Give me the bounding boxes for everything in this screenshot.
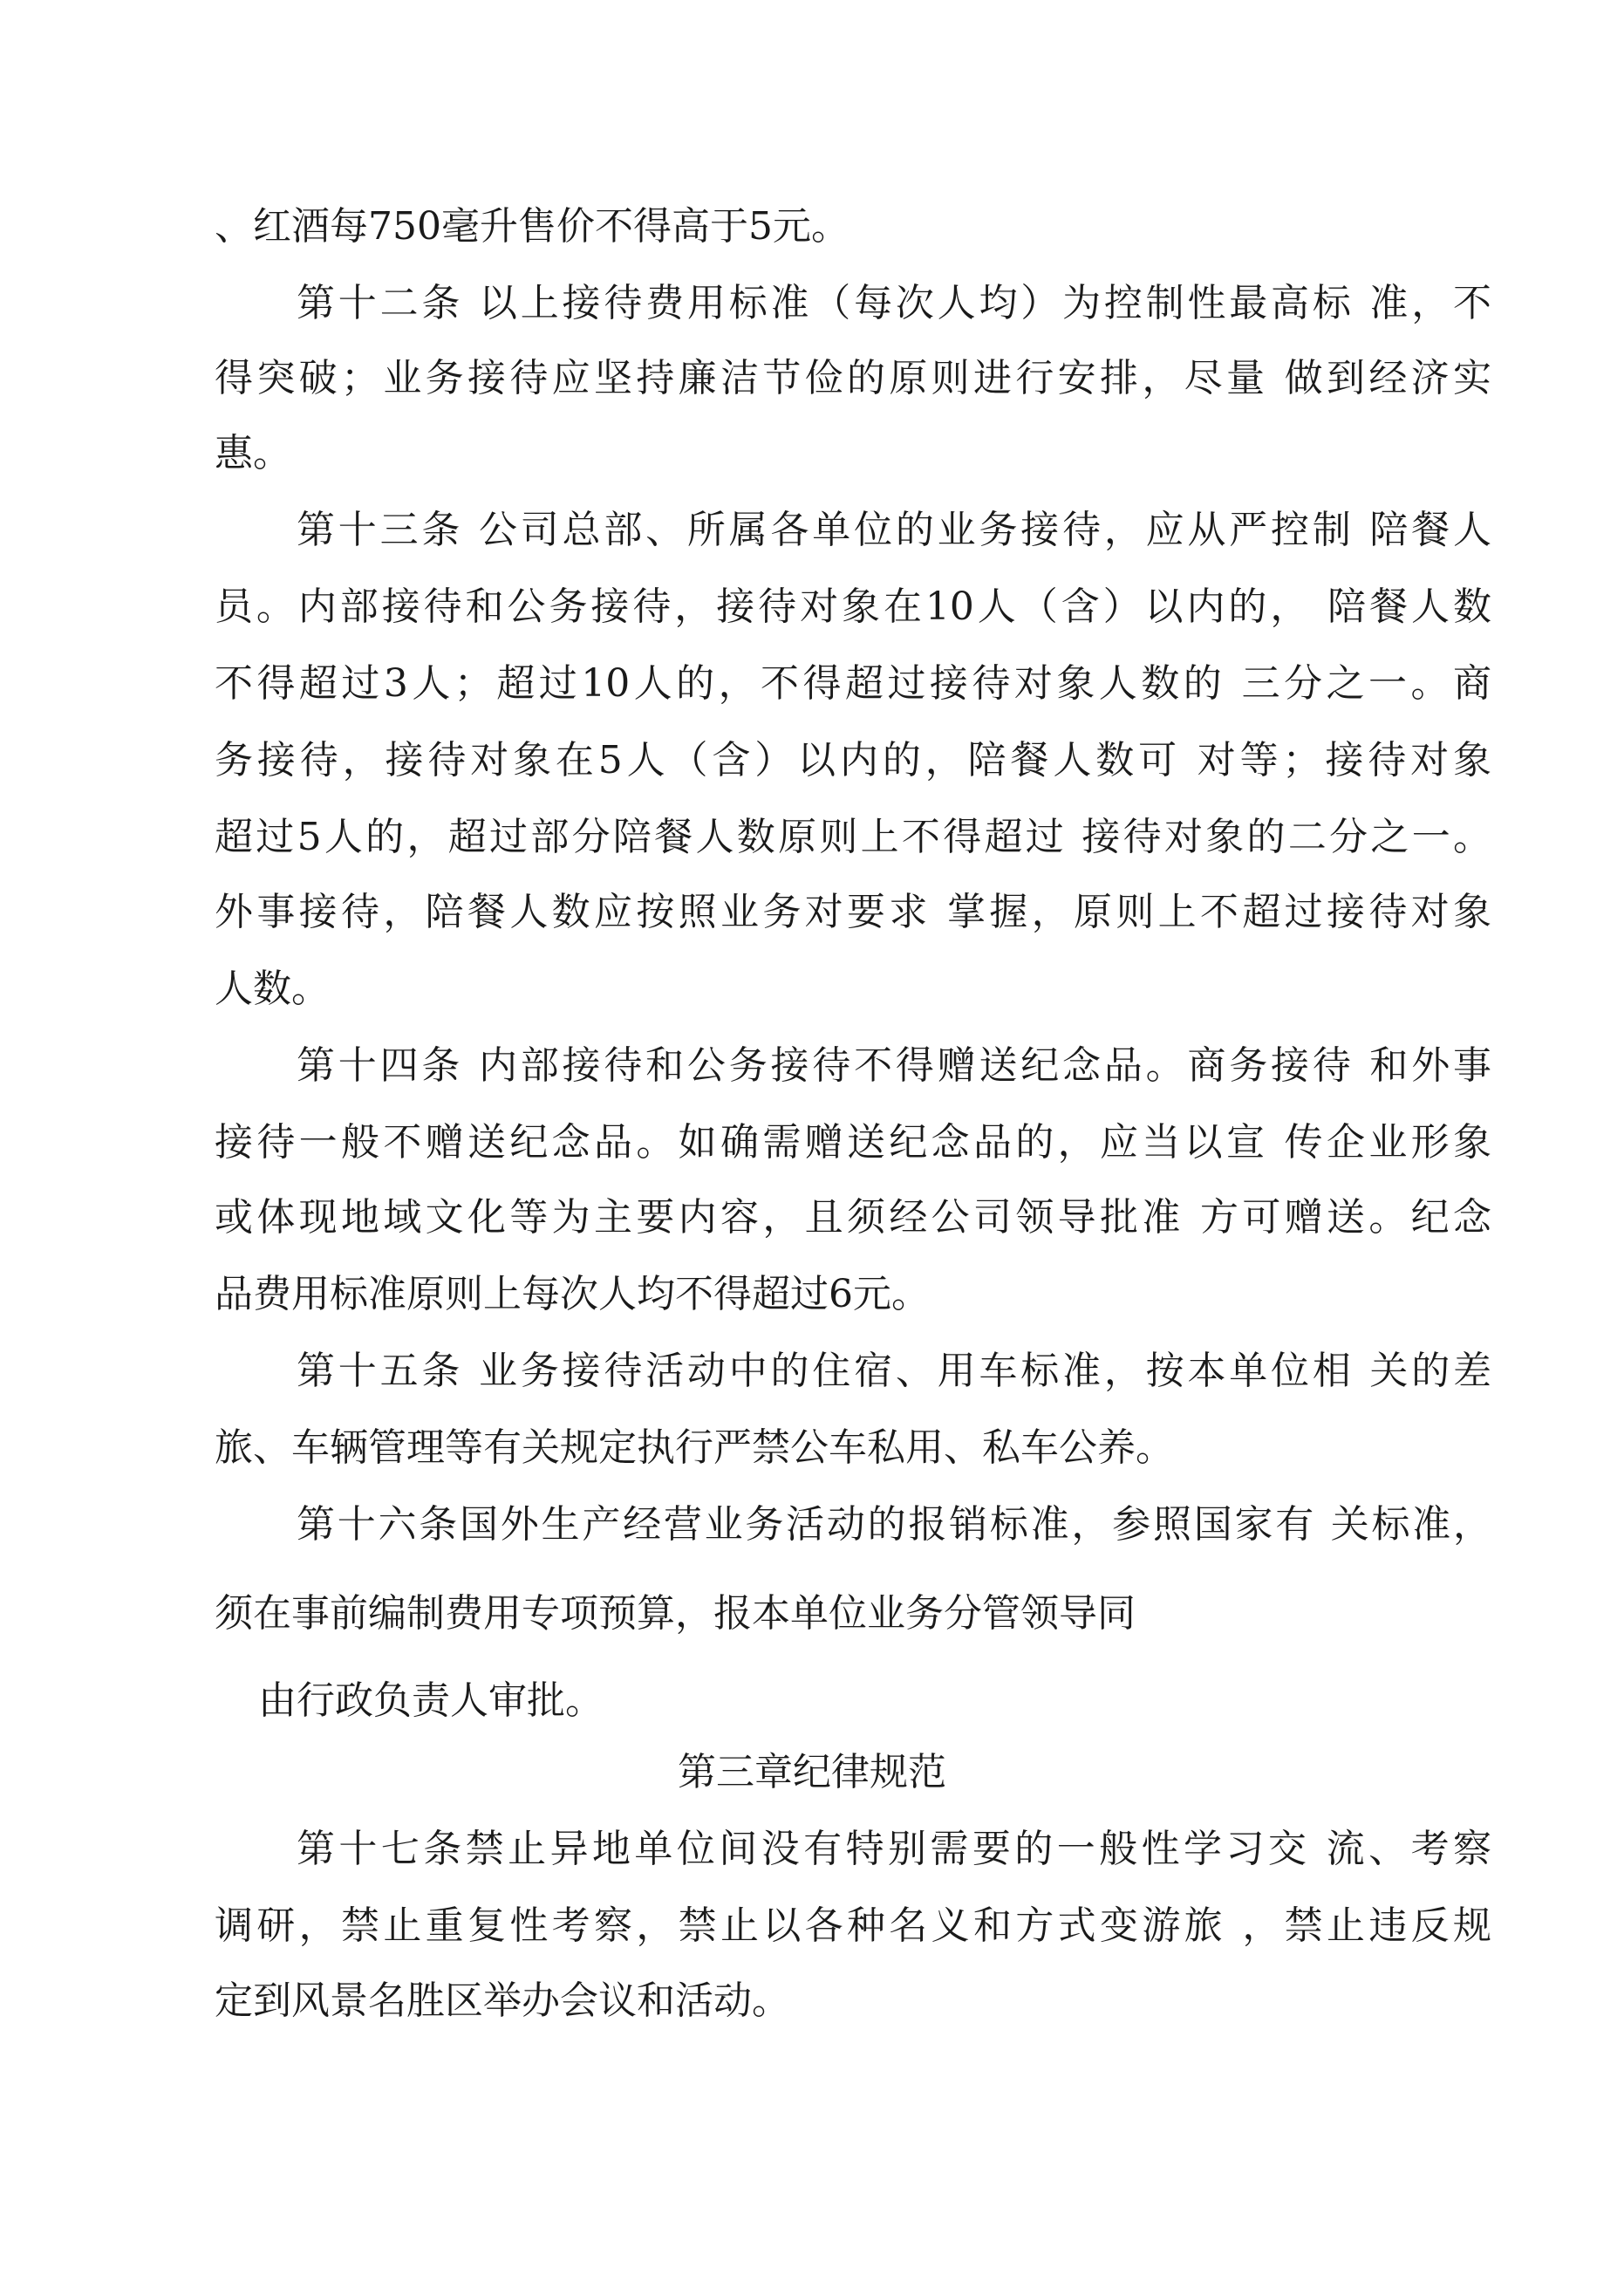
text-line: 品费用标准原则上每次人均不得超过6元。 — [215, 1272, 930, 1316]
text-line: 、红酒每750毫升售价不得高于5元。 — [215, 204, 850, 249]
text-line: 得突破；业务接待应坚持廉洁节俭的原则进行安排，尽量 做到经济实 — [215, 356, 1491, 400]
chapter-heading: 第三章纪律规范 — [678, 1750, 946, 1794]
text-line: 员。内部接待和公务接待，接待对象在10人（含）以内的， 陪餐人数 — [215, 584, 1491, 629]
text-line: 不得超过3人；超过10人的，不得超过接待对象人数的 三分之一。商 — [215, 661, 1491, 706]
article-17-line: 第十七条禁止异地单位间没有特别需要的一般性学习交 流、考察 — [297, 1827, 1491, 1871]
text-line: 或体现地域文化等为主要内容，且须经公司领导批准 方可赠送。纪念 — [215, 1195, 1491, 1240]
text-line: 人数。 — [215, 967, 330, 1011]
article-15-line: 第十五条 业务接待活动中的住宿、用车标准，按本单位相 关的差 — [297, 1349, 1491, 1393]
article-16-line: 第十六条国外生产经营业务活动的报销标准，参照国家有 关标准， — [297, 1502, 1491, 1547]
text-line: 旅、车辆管理等有关规定执行严禁公车私用、私车公养。 — [215, 1425, 1174, 1470]
article-14-line: 第十四条 内部接待和公务接待不得赠送纪念品。商务接待 和外事 — [297, 1043, 1491, 1088]
text-line: 惠。 — [215, 431, 291, 475]
text-line: 务接待，接待对象在5人（含）以内的，陪餐人数可 对等；接待对象 — [215, 738, 1491, 782]
article-12-line: 第十二条 以上接待费用标准（每次人均）为控制性最高标 准，不 — [297, 281, 1491, 325]
text-line: 须在事前编制费用专项预算，报本单位业务分管领导同 — [215, 1591, 1136, 1636]
text-line: 接待一般不赠送纪念品。如确需赠送纪念品的，应当以宣 传企业形象 — [215, 1120, 1491, 1165]
text-line: 外事接待，陪餐人数应按照业务对要求 掌握，原则上不超过接待对象 — [215, 890, 1491, 934]
article-13-line: 第十三条 公司总部、所属各单位的业务接待，应从严控制 陪餐人 — [297, 508, 1491, 552]
text-line: 超过5人的，超过部分陪餐人数原则上不得超过 接待对象的二分之一。 — [215, 815, 1491, 859]
text-line: 定到风景名胜区举办会议和活动。 — [215, 1978, 790, 2023]
text-line: 调研，禁止重复性考察，禁止以各种名义和方式变游旅 ，禁止违反规 — [215, 1903, 1491, 1948]
text-line: 由行政负责人审批。 — [258, 1678, 604, 1723]
